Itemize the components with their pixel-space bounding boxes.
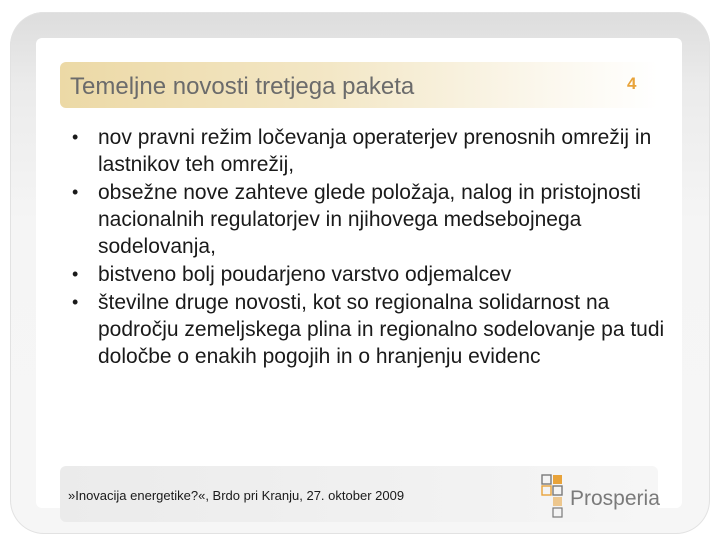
page-number: 4 [627, 74, 637, 93]
prosperia-logo-icon [538, 472, 572, 518]
slide-title: Temeljne novosti tretjega paketa [70, 73, 415, 100]
bullet-item: • bistveno bolj poudarjeno varstvo odjemalcev [68, 261, 688, 288]
footer-text: »Inovacija energetike?«, Brdo pri Kranju, 27. oktober 2009 [68, 488, 405, 503]
bullet-item: • nov pravni režim ločevanja operaterjev prenosnih omrežij in lastnikov teh omrežij, [68, 124, 688, 178]
bullet-item: • obsežne nove zahteve glede položaja, nalog in pristojnosti nacionalnih regulatorjev in njihovega medsebojnega sodelovanja, [68, 179, 688, 260]
prosperia-logo-text: Prosperia [570, 487, 660, 510]
bullet-item: • številne druge novosti, kot so regionalna solidarnost na področju zemeljskega plina in regionalno sodelovanje pa tudi določbe o enakih pogojih in o hranjenju evidenc [68, 289, 688, 370]
bullet-list [68, 124, 688, 371]
